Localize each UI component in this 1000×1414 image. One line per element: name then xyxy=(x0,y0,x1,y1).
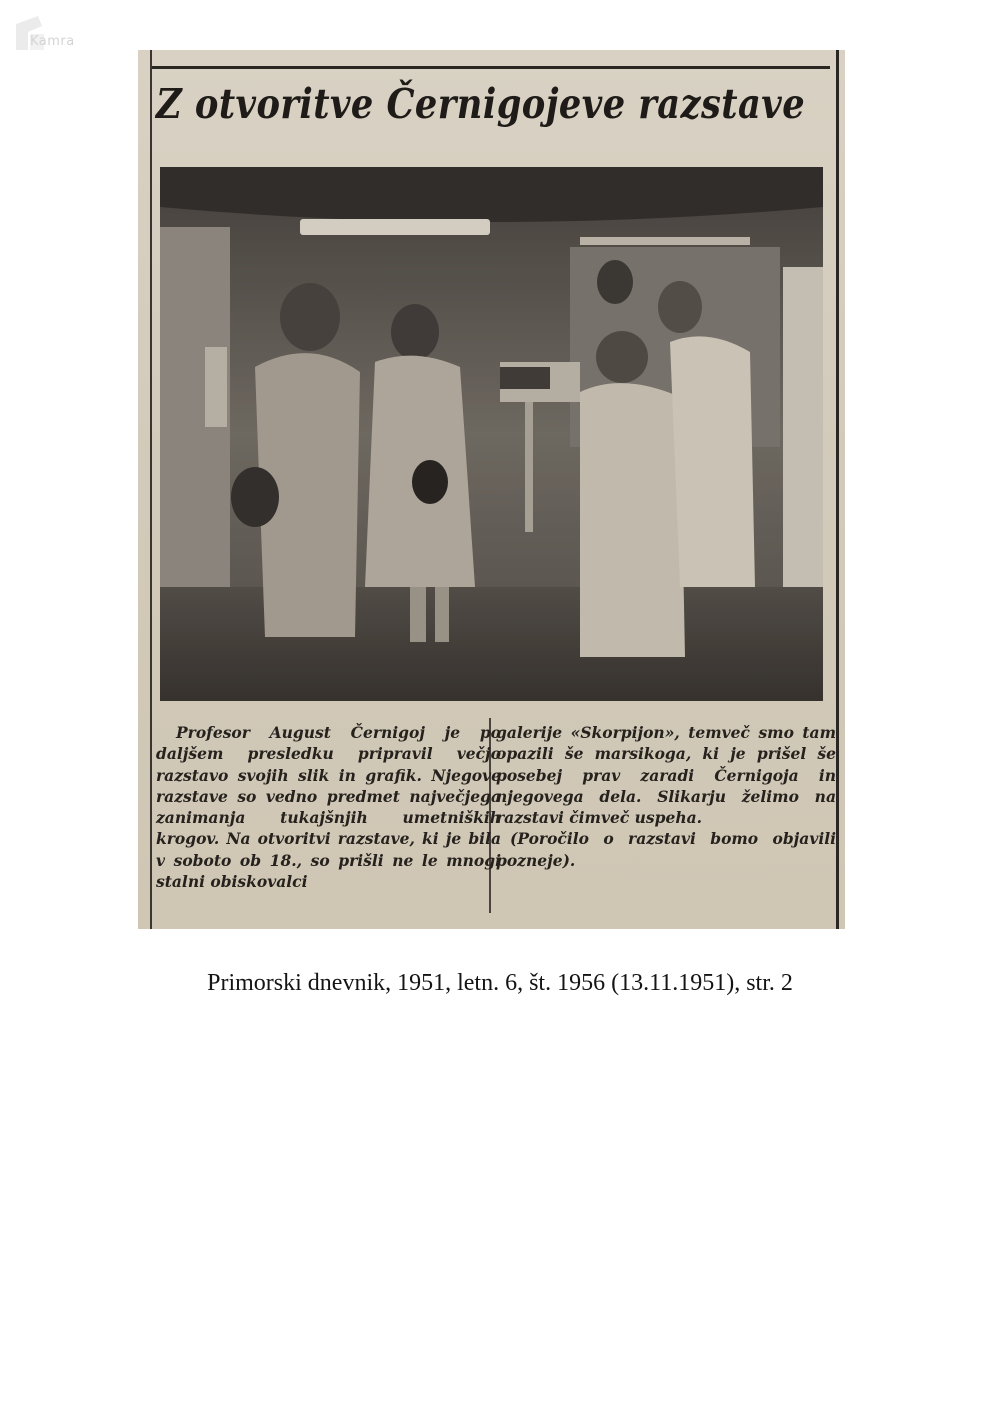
caption-left-text: Profesor August Černigoj je po daljšem presledku pripravil večjo razstavo svojih slik in grafik. Njegove razstave so vedno predmet največjega zanimanja tukajšnjih umetniških krogov. Na otvoritvi razstave, ki je bila v soboto ob 18., so prišli ne le mnogi stalni obiskovalci xyxy=(156,723,501,892)
caption-left-column xyxy=(156,722,501,892)
exhibition-photo xyxy=(160,167,823,701)
source-citation: Primorski dnevnik, 1951, letn. 6, št. 1956 (13.11.1951), str. 2 xyxy=(207,970,793,996)
caption-note: (Poročilo o razstavi bomo objavili pozneje). xyxy=(496,829,836,870)
kamra-logo-text: Kamra xyxy=(30,34,75,49)
column-rule-left xyxy=(150,50,152,929)
column-rule-right xyxy=(836,50,839,929)
caption-right-text: galerije «Skorpijon», temveč smo tam opazili še marsikoga, ki je prišel še posebej prav zaradi Černigoja in njegovega dela. Slikarju želimo na razstavi čimveč uspeha. xyxy=(496,723,836,828)
newspaper-clipping xyxy=(138,50,845,929)
clipping-headline: Z otvoritve Černigojeve razstave xyxy=(156,80,806,128)
caption-right-column xyxy=(496,722,836,871)
top-rule xyxy=(152,66,830,69)
